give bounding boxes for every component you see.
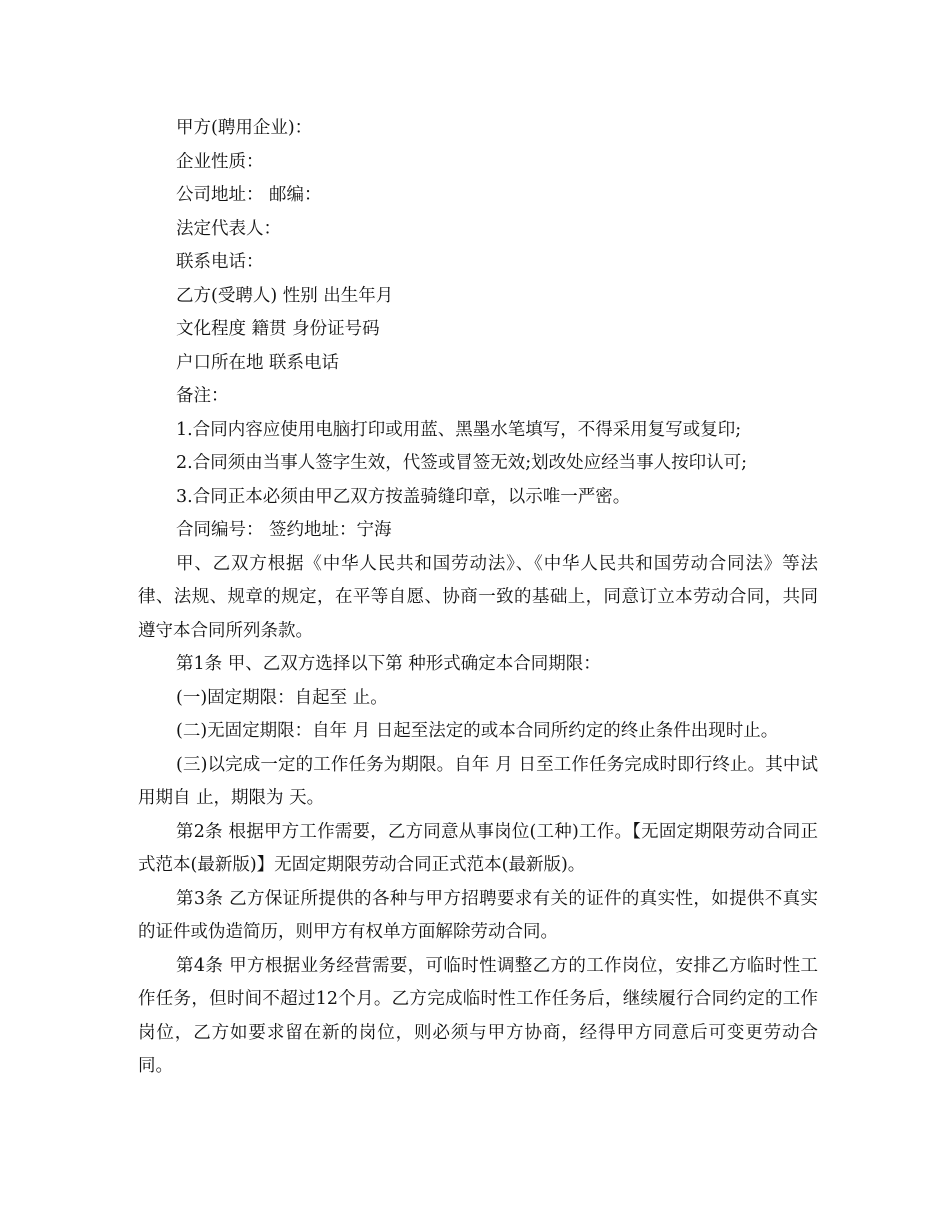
education-field: 文化程度 籍贯 身份证号码 bbox=[176, 319, 380, 339]
party-a-field: 甲方(聘用企业)： bbox=[176, 118, 313, 138]
note-item-1: 1.合同内容应使用电脑打印或用蓝、黑墨水笔填写，不得采用复写或复印; bbox=[176, 419, 742, 440]
article-2: 第2条 根据甲方工作需要，乙方同意从事岗位(工种)工作。【无固定期限劳动合同正式范本(最新版)】无固定期限劳动合同正式范本(最新版)。 bbox=[138, 821, 818, 875]
company-address-field: 公司地址： 邮编： bbox=[176, 185, 322, 205]
party-b-field: 乙方(受聘人) 性别 出生年月 bbox=[176, 285, 394, 306]
notes-heading: 备注： bbox=[176, 386, 229, 406]
article-1-title: 第1条 甲、乙双方选择以下第 种形式确定本合同期限： bbox=[176, 654, 601, 674]
article-1-option-1: (一)固定期限：自起至 止。 bbox=[176, 687, 388, 708]
note-item-2: 2.合同须由当事人签字生效，代签或冒签无效;划改处应经当事人按印认可; bbox=[176, 453, 747, 473]
article-3: 第3条 乙方保证所提供的各种与甲方招聘要求有关的证件的真实性，如提供不真实的证件或伪造简历，则甲方有权单方面解除劳动合同。 bbox=[138, 888, 818, 942]
article-1-option-3: (三)以完成一定的工作任务为期限。自年 月 日至工作任务完成时即行终止。其中试用期自 止，期限为 天。 bbox=[138, 754, 818, 808]
contract-number-line: 合同编号： 签约地址：宁海 bbox=[176, 520, 392, 540]
legal-representative-field: 法定代表人： bbox=[176, 218, 281, 239]
intro-paragraph: 甲、乙双方根据《中华人民共和国劳动法》、《中华人民共和国劳动合同法》等法律、法规、规章的规定，在平等自愿、协商一致的基础上，同意订立本劳动合同，共同遵守本合同所列条款。 bbox=[138, 553, 818, 641]
contract-body bbox=[138, 112, 818, 1084]
contact-phone-field: 联系电话： bbox=[176, 252, 264, 272]
note-item-3: 3.合同正本必须由甲乙双方按盖骑缝印章，以示唯一严密。 bbox=[176, 486, 631, 507]
article-4: 第4条 甲方根据业务经营需要，可临时性调整乙方的工作岗位，安排乙方临时性工作任务，但时间不超过12个月。乙方完成临时性工作任务后，继续履行合同约定的工作岗位，乙方如要求留在新的岗位，则必须与甲方协商，经得甲方同意后可变更劳动合同。 bbox=[138, 955, 818, 1076]
article-1-option-2: (二)无固定期限：自年 月 日起至法定的或本合同所约定的终止条件出现时止。 bbox=[176, 721, 779, 741]
enterprise-nature-field: 企业性质： bbox=[176, 151, 264, 172]
household-field: 户口所在地 联系电话 bbox=[176, 352, 340, 373]
